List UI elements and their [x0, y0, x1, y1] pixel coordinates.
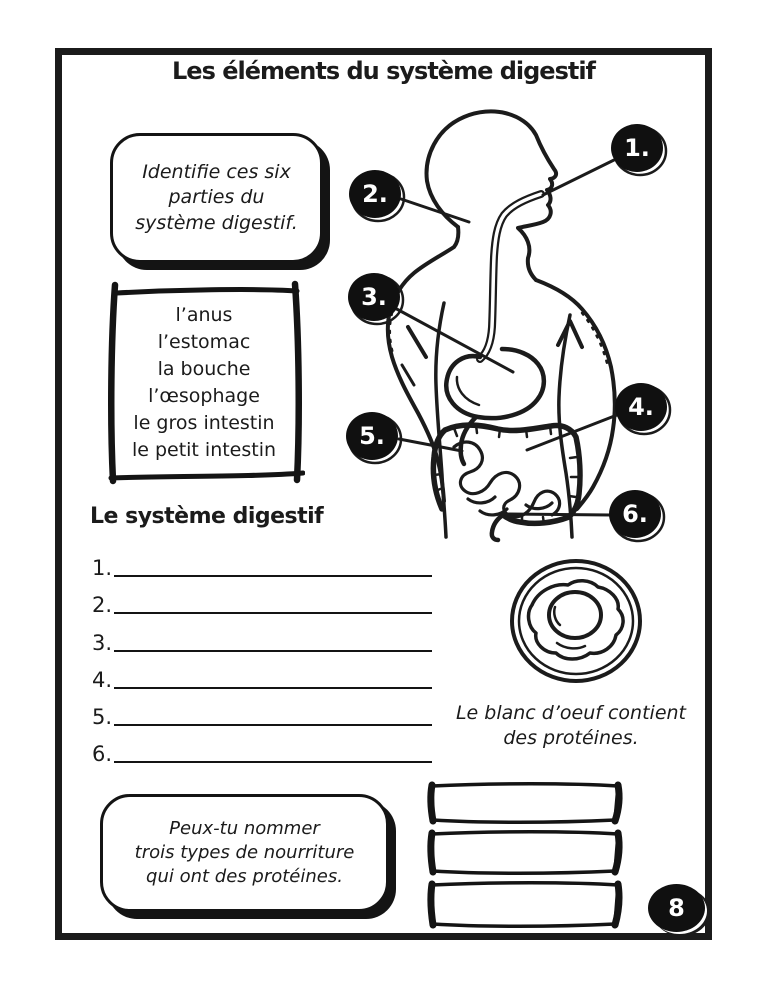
answer-row-6 [92, 728, 432, 765]
word-bank-item: l’estomac [157, 330, 251, 353]
word-bank-item: la bouche [157, 357, 251, 380]
label-number: 4. [628, 393, 654, 421]
question-line: Peux-tu nommer [169, 818, 320, 840]
answer-boxes[interactable] [422, 776, 628, 932]
fried-egg-illustration [505, 555, 647, 691]
word-bank-box [103, 280, 305, 486]
answer-box-1 [431, 784, 619, 823]
label-number: 5. [359, 422, 385, 450]
word-bank-item: l’anus [175, 303, 233, 326]
answer-line-3[interactable] [114, 650, 432, 652]
label-number: 1. [624, 134, 650, 162]
answer-row-2 [92, 579, 432, 616]
diagram-label-circles [346, 124, 670, 541]
instruction-line: parties du [168, 186, 265, 209]
answer-line-1[interactable] [114, 575, 432, 577]
instruction-line: Identifie ces six [142, 161, 291, 184]
body-diagram [330, 95, 705, 545]
answer-row-5 [92, 691, 432, 728]
answer-line-5[interactable] [114, 724, 432, 726]
label-circle-4 [615, 383, 670, 434]
label-number: 2. [362, 180, 388, 208]
instruction-bubble [110, 133, 323, 263]
answer-row-1 [92, 542, 432, 579]
word-bank-item: le gros intestin [133, 412, 275, 435]
answer-line-2[interactable] [114, 612, 432, 614]
answer-row-3 [92, 616, 432, 653]
answer-number: 6. [92, 742, 113, 767]
label-circle-2 [349, 170, 404, 221]
answer-line-6[interactable] [114, 761, 432, 763]
page-number: 8 [668, 894, 685, 922]
answer-number: 1. [92, 556, 113, 581]
label-circle-5 [346, 412, 401, 463]
instruction-line: système digestif. [135, 211, 298, 234]
label-circle-3 [348, 273, 403, 324]
question-line: qui ont des protéines. [146, 865, 343, 887]
answer-number: 5. [92, 704, 113, 729]
answers-heading: Le système digestif [90, 504, 324, 529]
answer-box-3 [431, 883, 619, 927]
word-bank-list [103, 280, 305, 486]
answer-row-4 [92, 654, 432, 691]
answer-box-2 [431, 832, 619, 874]
answer-rows [92, 542, 432, 765]
egg-caption [440, 701, 702, 750]
page-number-badge [648, 884, 705, 932]
label-number: 6. [622, 500, 648, 528]
label-circle-6 [609, 490, 664, 541]
label-number: 3. [361, 283, 387, 311]
label-circle-1 [611, 124, 666, 175]
answer-number: 3. [92, 630, 113, 655]
answer-number: 4. [92, 667, 113, 692]
question-line: trois types de nourriture [134, 842, 355, 864]
page-title: Les éléments du système digestif [172, 57, 595, 85]
egg-caption-line: Le blanc d’oeuf contient [455, 702, 687, 724]
question-bubble [100, 794, 389, 912]
word-bank-item: le petit intestin [131, 439, 277, 462]
answer-line-4[interactable] [114, 687, 432, 689]
egg-caption-line: des protéines. [503, 726, 639, 749]
answer-number: 2. [92, 593, 113, 618]
word-bank-item: l’œsophage [148, 385, 260, 407]
